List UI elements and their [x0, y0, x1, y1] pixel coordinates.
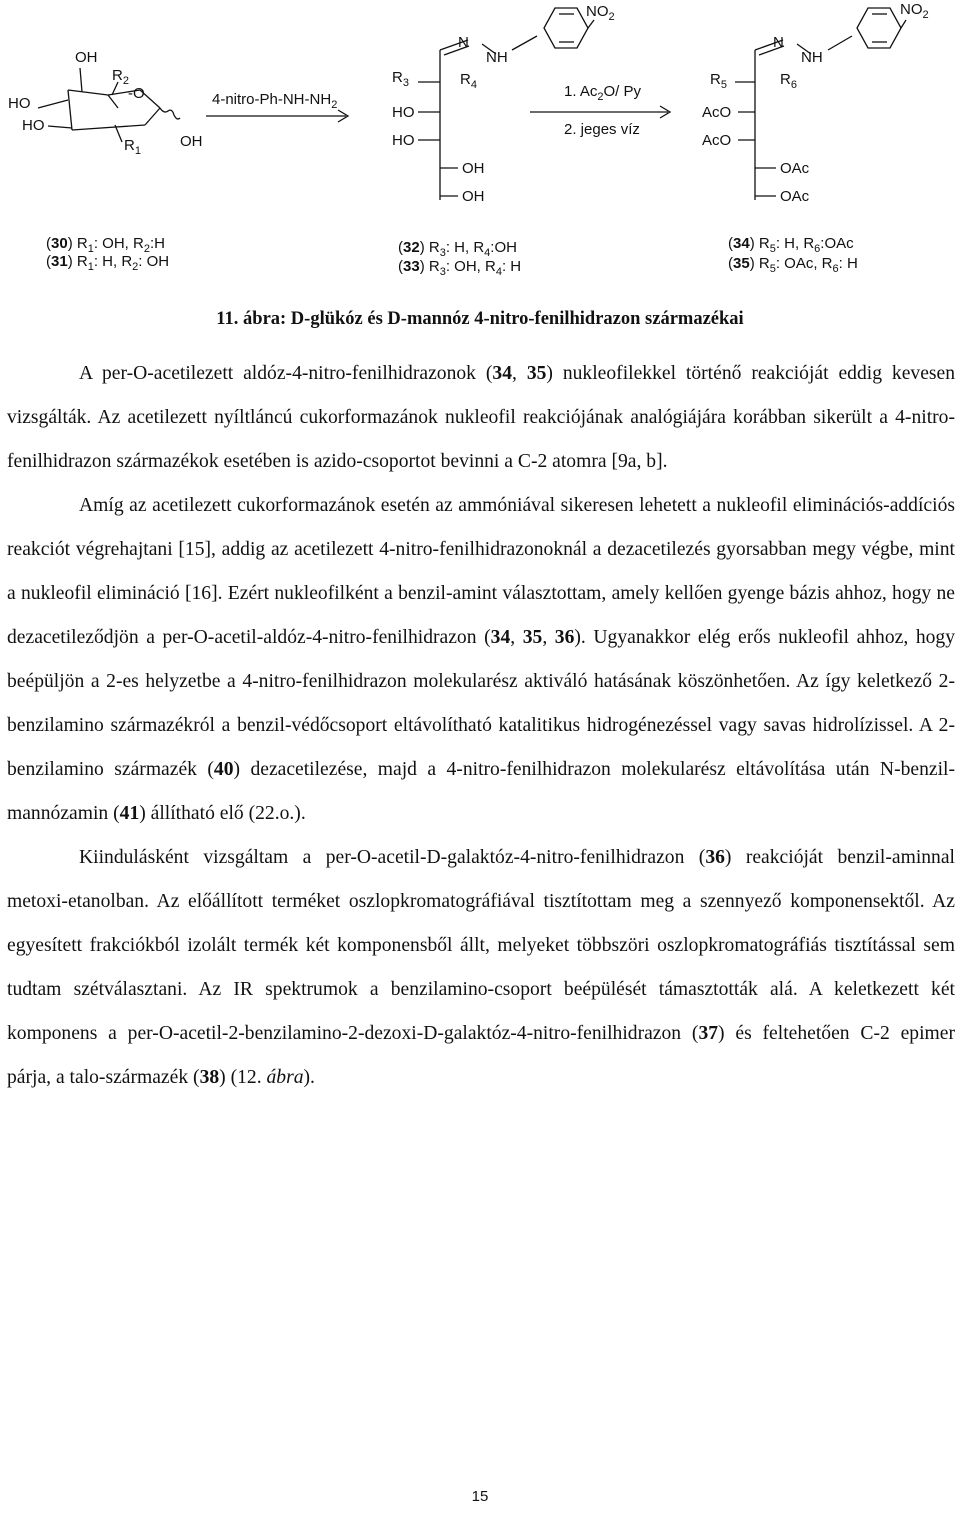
hydrazone-a-ho-1: HO	[392, 104, 415, 121]
compound-label-30: (30) $R_1$: OH, $R_2:H$	[46, 235, 165, 255]
sugar-r1: $R_1$	[124, 137, 141, 157]
reaction-arrow-1	[206, 110, 348, 122]
sugar-oh-anomeric: OH	[180, 133, 203, 150]
hydrazone-chain-b	[735, 8, 906, 200]
paragraph-3: Kiindulásként vizsgáltam a per-O-acetil-D-galaktóz-4-nitro-fenilhidrazon (36) reakcióját benzil-aminnal metoxi-etanolban. Az előállított terméket oszlopkromatográfiával tisztítottam meg a szennyező komponensektől. Az egyesített frakciókból izolált termék két komponensből állt, melyeket többszöri oszlopkromatográfiás tisztítással sem tudtam szétválasztani. Az IR spektrumok a benzilamino-csoport beépülését támasztották alá. A keletkezett két komponens a per-O-acetil-2-benzilamino-2-dezoxi-D-galaktóz-4-nitro-fenilhidrazon (37) és feltehetően C-2 epimer párja, a talo-származék (38) (12. ábra).	[7, 847, 955, 1088]
hydrazone-a-ho-2: HO	[392, 132, 415, 149]
compound-label-35: (35) $R_5$: OAc, $R_6$: H	[728, 255, 858, 275]
hydrazone-a-nh: NH	[486, 49, 508, 66]
hydrazone-a-oh-2: OH	[462, 188, 485, 205]
hydrazone-b-n: N	[773, 34, 784, 51]
reaction-arrow-2	[530, 106, 670, 118]
hydrazone-a-r3: $R_3$	[392, 69, 409, 89]
body-text	[7, 352, 955, 1100]
sugar-r2: $R_2$	[112, 67, 129, 87]
ring-oxygen: -O	[128, 85, 145, 102]
hydrazone-chain-a	[418, 8, 594, 200]
hydrazone-b-aco-1: AcO	[702, 104, 732, 121]
hydrazone-b-r6: $R_6$	[780, 71, 797, 91]
hydrazone-a-r4: $R_4$	[460, 71, 477, 91]
hydrazone-b-r5: $R_5$	[710, 71, 727, 91]
compound-label-31: (31) $R_1$: H, $R_2$: OH	[46, 253, 170, 273]
pyranose-ring	[38, 68, 180, 142]
hydrazone-a-oh-1: OH	[462, 160, 485, 177]
paragraph-1: A per-O-acetilezett aldóz-4-nitro-fenilhidrazonok (34, 35) nukleofilekkel történő reakcióját eddig kevesen vizsgálták. Az acetilezett nyíltláncú cukorformazánok nukleofil reakciójának analógiájára korábban sikerült a 4-nitro-fenilhidrazon származékok esetében is azido-csoportot bevinni a C-2 atomra [9a, b].	[7, 363, 956, 472]
step-1-label: 1. $Ac_2O/$ Py	[564, 83, 641, 103]
paragraph-2: Amíg az acetilezett cukorformazánok esetén az ammóniával sikeresen lehetett a nukleofil eliminációs-addíciós reakciót végrehajtani [15], addig az acetilezett 4-nitro-fenilhidrazonoknál a dezacetilezés gyorsabban megy végbe, mint a nukleofil elimináció [16]. Ezért nukleofilként a benzil-amint választottam, amely kellően gyenge bázis ahhoz, hogy ne dezacetileződjön a per-O-acetil-aldóz-4-nitro-fenilhidrazon (34, 35, 36). Ugyanakkor elég erős nukleofil ahhoz, hogy beépüljön a 2-es helyzetbe a 4-nitro-fenilhidrazon molekularész aktiváló hatásának köszönhetően. Az így keletkező 2-benzilamino származékról a benzil-védőcsoport eltávolítható katalitikus hidrogénezéssel vagy savas hidrolízissel. A 2-benzilamino származék (40) dezacetilezése, majd a 4-nitro-fenilhidrazon molekularész eltávolítása után N-benzil-mannózamin (41) állítható elő (22.o.).	[7, 495, 956, 824]
sugar-ho-2: HO	[22, 117, 45, 134]
hydrazone-b-oac-2: OAc	[780, 188, 810, 205]
reagent-label: $4-nitro-Ph-NH-NH_2$	[212, 91, 338, 111]
figure-caption: 11. ábra: D-glükóz és D-mannóz 4-nitro-fenilhidrazon származékai	[216, 309, 744, 329]
sugar-ho-1: HO	[8, 95, 31, 112]
hydrazone-a-n: N	[458, 34, 469, 51]
hydrazone-b-oac-1: OAc	[780, 160, 810, 177]
hydrazone-b-no2: $NO_2$	[900, 1, 929, 21]
compound-label-33: (33) $R_3$: OH, $R_4$: H	[398, 258, 522, 278]
sugar-oh-top: OH	[75, 49, 98, 66]
hydrazone-a-no2: $NO_2$	[586, 3, 615, 23]
compound-label-34: (34) $R_5$: H, $R_6:OAc$	[728, 235, 854, 255]
step-2-label: 2. jeges víz	[564, 121, 640, 138]
compound-label-32: (32) $R_3$: H, $R_4:OH$	[398, 239, 517, 259]
page-number: 15	[471, 1488, 489, 1505]
hydrazone-b-nh: NH	[801, 49, 823, 66]
hydrazone-b-aco-2: AcO	[702, 132, 732, 149]
reaction-scheme	[0, 0, 960, 300]
